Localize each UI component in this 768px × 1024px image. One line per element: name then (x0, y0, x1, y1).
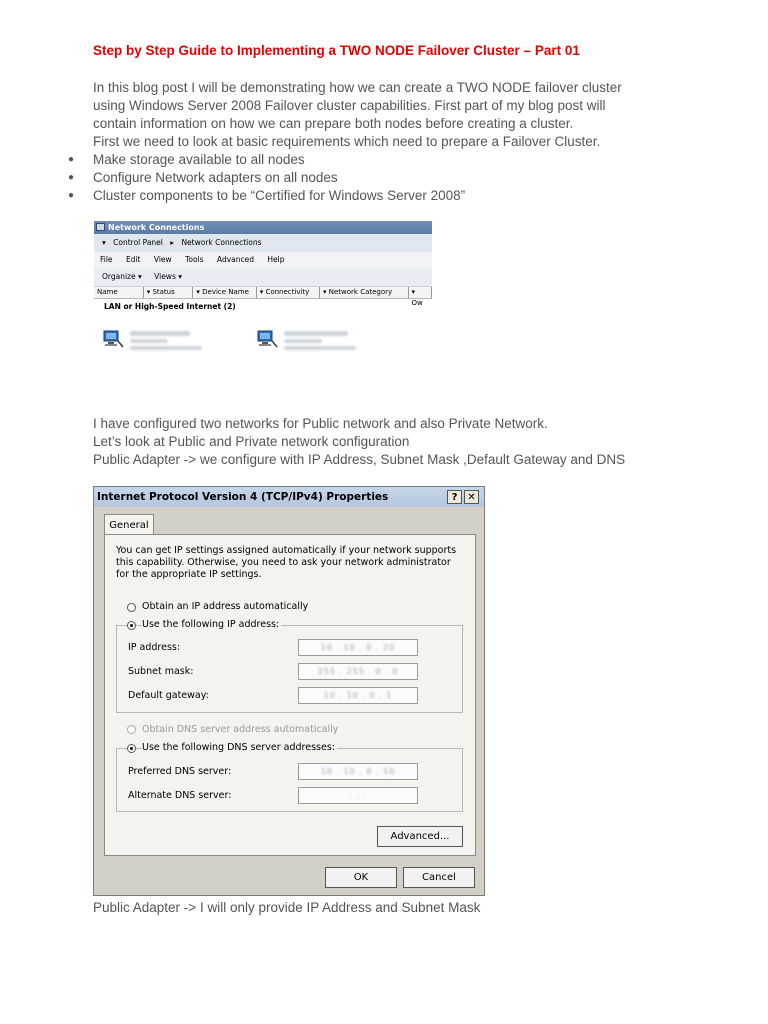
preferred-dns-value: 10 . 10 . 0 . 10 (320, 767, 396, 776)
intro-line: using Windows Server 2008 Failover cluster capabilities. First part of my blog post will (93, 98, 606, 113)
menu-tools[interactable]: Tools (185, 255, 204, 264)
body-line: Public Adapter -> I will only provide IP Address and Subnet Mask (93, 900, 481, 915)
preferred-dns-label: Preferred DNS server: (128, 766, 232, 777)
body-line: Public Adapter -> we configure with IP Address, Subnet Mask ,Default Gateway and DNS (93, 452, 626, 467)
bullet-item: Configure Network adapters on all nodes (93, 170, 338, 185)
toolbar (94, 268, 432, 287)
menu-bar (94, 252, 432, 268)
body-line: I have configured two networks for Public network and also Private Network. (93, 416, 548, 431)
menu-view[interactable]: View (153, 255, 172, 264)
col-connectivity[interactable]: ▾ Connectivity (257, 287, 320, 298)
help-button[interactable]: ? (447, 490, 462, 504)
group-header: LAN or High-Speed Internet (2) (104, 302, 236, 311)
alternate-dns-field[interactable] (298, 787, 418, 804)
connection-item[interactable] (256, 327, 366, 357)
body-line: Let’s look at Public and Private network configuration (93, 434, 410, 449)
breadcrumb-dropdown[interactable]: ▾ (102, 238, 106, 247)
default-gateway-field[interactable] (298, 687, 418, 704)
use-ip-radio[interactable] (127, 621, 136, 630)
bullet-item: Make storage available to all nodes (93, 152, 305, 167)
bullet-dot: ● (68, 154, 75, 165)
menu-file[interactable]: File (100, 255, 113, 264)
bullet-dot: ● (68, 172, 75, 183)
col-network-category[interactable]: ▾ Network Category (320, 287, 409, 298)
network-connections-screenshot (94, 221, 432, 391)
alternate-dns-label: Alternate DNS server: (128, 790, 232, 801)
network-adapter-icon (102, 329, 124, 349)
advanced-button[interactable]: Advanced... (377, 826, 463, 847)
use-dns-label: Use the following DNS server addresses: (142, 742, 335, 753)
intro-line: contain information on how we can prepare both nodes before creating a cluster. (93, 116, 574, 131)
obtain-ip-label: Obtain an IP address automatically (142, 601, 309, 612)
close-button[interactable]: ✕ (464, 490, 479, 504)
obtain-dns-label: Obtain DNS server address automatically (142, 724, 339, 735)
bullet-dot: ● (68, 190, 75, 201)
ipv4-properties-dialog (93, 486, 485, 896)
views-button[interactable]: Views ▾ (154, 272, 182, 281)
general-panel (104, 534, 476, 856)
subnet-mask-label: Subnet mask: (128, 666, 194, 677)
post-title: Step by Step Guide to Implementing a TWO NODE Failover Cluster – Part 01 (93, 43, 580, 58)
obtain-ip-radio[interactable] (127, 603, 136, 612)
alternate-dns-value: . . . (349, 791, 367, 800)
network-adapter-icon (256, 329, 278, 349)
breadcrumb-control-panel[interactable]: Control Panel (113, 238, 163, 247)
intro-line: First we need to look at basic requirements which need to prepare a Failover Cluster. (93, 134, 601, 149)
ok-button[interactable]: OK (325, 867, 397, 888)
col-owner[interactable]: ▾ Ow (409, 287, 432, 298)
col-status[interactable]: ▾ Status (144, 287, 194, 298)
default-gateway-value: 10 . 10 . 0 . 1 (323, 691, 393, 700)
tab-general[interactable]: General (104, 514, 154, 535)
dialog-title: Internet Protocol Version 4 (TCP/IPv4) Properties (94, 487, 484, 507)
ip-address-label: IP address: (128, 642, 181, 653)
menu-help[interactable]: Help (267, 255, 285, 264)
col-device-name[interactable]: ▾ Device Name (193, 287, 256, 298)
network-folder-icon (96, 223, 105, 231)
intro-text: for the appropriate IP settings. (116, 569, 262, 580)
subnet-mask-field[interactable] (298, 663, 418, 680)
cancel-button[interactable]: Cancel (403, 867, 475, 888)
use-ip-label: Use the following IP address: (142, 619, 280, 630)
subnet-mask-value: 255 . 255 . 0 . 0 (317, 667, 399, 676)
intro-line: In this blog post I will be demonstrating how we can create a TWO NODE failover cluster (93, 80, 622, 95)
menu-advanced[interactable]: Advanced (216, 255, 254, 264)
ip-address-field[interactable] (298, 639, 418, 656)
breadcrumb-network-connections[interactable]: Network Connections (181, 238, 262, 247)
intro-text: You can get IP settings assigned automatically if your network supports (116, 545, 457, 556)
obtain-dns-radio[interactable] (127, 725, 136, 734)
bullet-item: Cluster components to be “Certified for Windows Server 2008” (93, 188, 466, 203)
menu-edit[interactable]: Edit (125, 255, 141, 264)
default-gateway-label: Default gateway: (128, 690, 209, 701)
organize-button[interactable]: Organize ▾ (102, 272, 142, 281)
col-name[interactable]: Name (94, 287, 144, 298)
window-title: Network Connections (108, 223, 205, 232)
ip-address-value: 10 . 10 . 0 . 20 (320, 643, 396, 652)
window-titlebar (94, 221, 432, 234)
use-dns-radio[interactable] (127, 744, 136, 753)
intro-text: this capability. Otherwise, you need to ask your network administrator (116, 557, 451, 568)
address-bar[interactable] (94, 234, 432, 252)
breadcrumb-separator: ▸ (170, 238, 175, 247)
connection-item[interactable] (102, 327, 212, 357)
preferred-dns-field[interactable] (298, 763, 418, 780)
